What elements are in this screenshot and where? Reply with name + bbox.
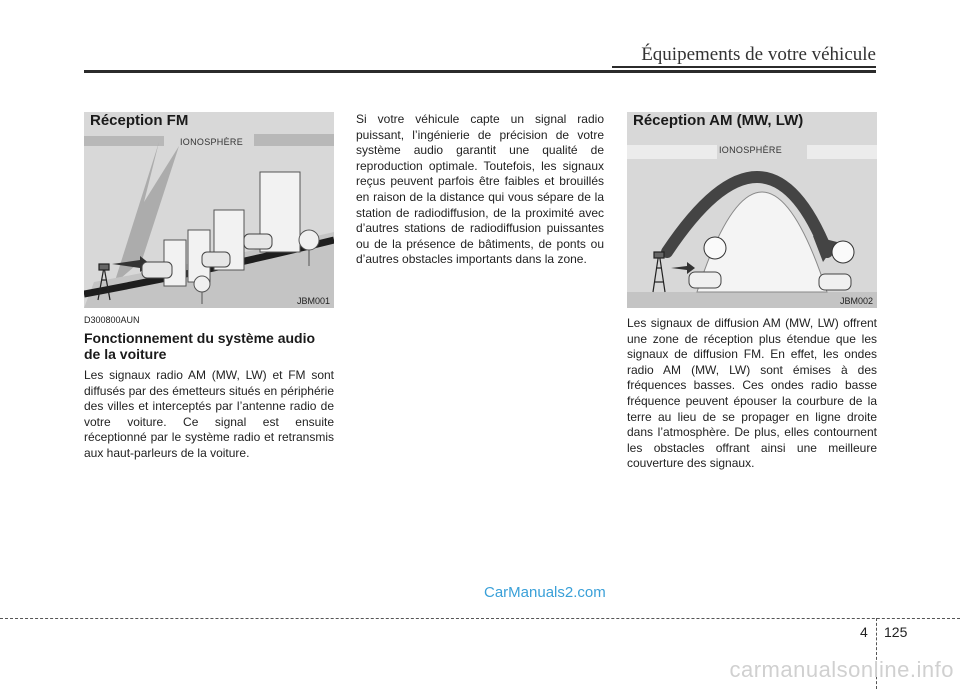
paragraph-am-coverage: Les signaux de diffusion AM (MW, LW) offrent une zone de réception plus étendue que les signaux de diffusion FM. En effet, les ondes radio AM (MW, LW) sont émises à des fréquences basses. Ces ondes radio basse fréquence peuvent épouser la courbure de la terre au lieu de se propager en ligne droite dans l’atmosphère. De plus, elles contournent les obstacles offrant ainsi une meilleure couverture des signaux. — [627, 316, 877, 471]
transmitter-tower — [653, 252, 665, 292]
figure-fm-code: JBM001 — [296, 296, 330, 306]
header-rule — [84, 70, 876, 73]
section-heading: Fonctionnement du système audio de la voiture — [84, 330, 316, 362]
chapter-number: 4 — [860, 624, 868, 640]
ionosphere-label-am: IONOSPHÈRE — [719, 145, 783, 155]
running-header: Équipements de votre véhicule — [641, 44, 876, 65]
figure-am-reception — [627, 112, 877, 308]
figure-fm-title: Réception FM — [90, 112, 189, 129]
section-code: D300800AUN — [84, 315, 140, 325]
ionosphere-label-fm: IONOSPHÈRE — [180, 137, 244, 147]
figure-am-title: Réception AM (MW, LW) — [633, 112, 804, 129]
am-illustration — [627, 112, 877, 308]
sky-band-right — [807, 145, 877, 159]
am-ground-arrow — [671, 262, 695, 274]
site-watermark: carmanualsonline.info — [729, 657, 954, 682]
sky-band-left — [84, 136, 164, 146]
carmanuals-watermark[interactable]: CarManuals2.com — [484, 584, 606, 601]
figure-am-code: JBM002 — [839, 296, 873, 306]
header-rule-accent — [612, 66, 876, 68]
footer-rule — [0, 618, 960, 619]
figure-fm-reception — [84, 112, 334, 308]
paragraph-signal-quality: Si votre véhicule capte un signal radio puissant, l’ingénierie de précision de votre système audio garantit une qualité de reproduction optimale. Toutefois, les signaux reçus peuvent parfois être faibles et brouillés en raison de la distance qui vous sépare de la station de radiodiffusion, de la proximité avec d’autres stations de radiodiffusion puissantes ou de la présence de bâtiments, de ponts ou d’autres obstacles importants dans la zone. — [356, 112, 604, 267]
sky-band-left — [627, 145, 717, 159]
page-number: 125 — [884, 624, 908, 640]
paragraph-intro: Les signaux radio AM (MW, LW) et FM sont diffusés par des émetteurs situés en périphérie des villes et interceptés par l’antenne radio de votre voiture. Ce signal est ensuite réceptionné par le système radio et retransmis aux haut-parleurs de la voiture. — [84, 368, 334, 460]
sky-band-right — [254, 134, 334, 146]
